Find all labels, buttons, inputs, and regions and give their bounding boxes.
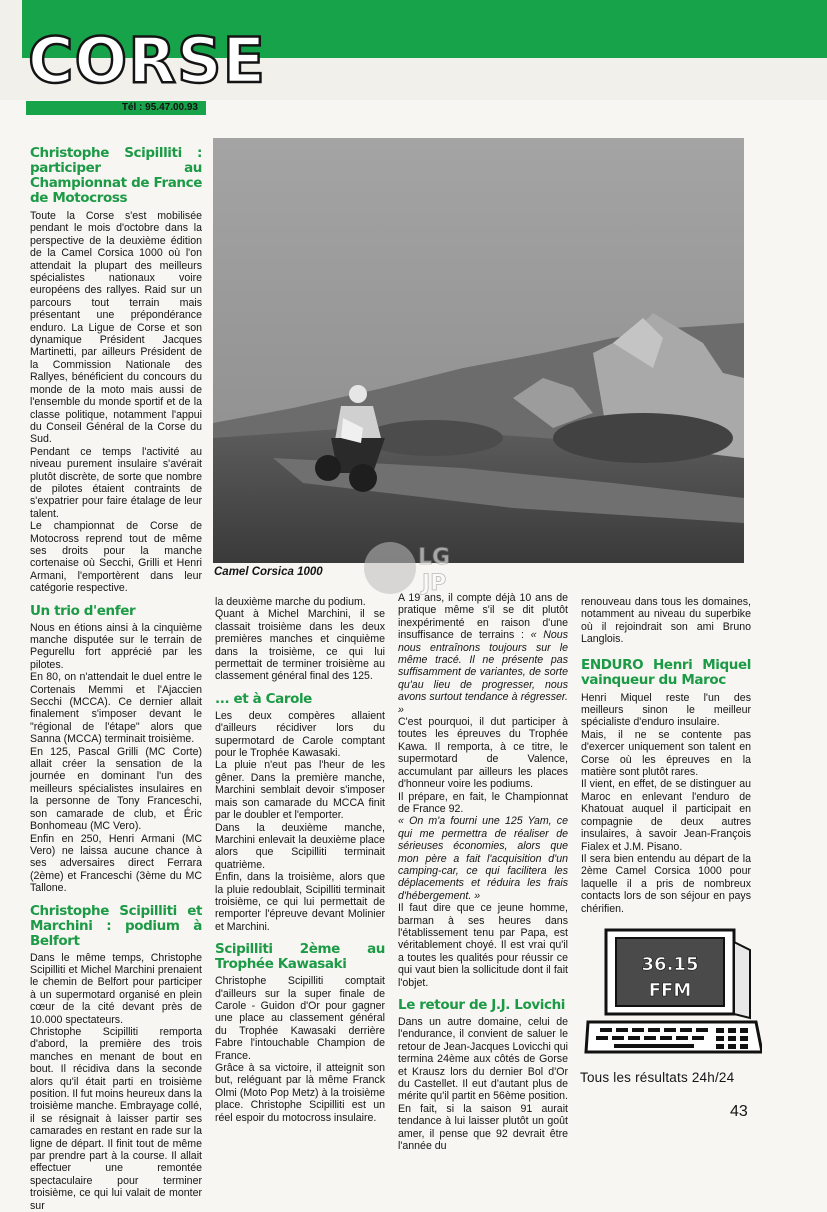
paragraph: Le championnat de Corse de Motocross reprend tout de même ses droits pour la manche cortenaise où Secchi, Grilli et Henri Armani, l'emportèrent dans leur catégorie respective.	[30, 520, 202, 595]
page-number: 43	[730, 1103, 748, 1120]
paragraph: Dans le même temps, Christophe Scipilliti et Michel Marchini prenaient le chemin de Belfort pour participer à un supermotard organisé en plein cœur de la cité devant près de 10.000 spectateurs.	[30, 951, 202, 1026]
paragraph: Il faut dire que ce jeune homme, barman à ses heures dans l'établissement tenu par Papa, est véritablement choyé. Il est vrai qu'il a toutes les qualités pour réussir ce qui vaut bien la sollicitude dont il fait l'objet.	[398, 902, 568, 989]
results-tagline: Tous les résultats 24h/24	[580, 1070, 735, 1085]
paragraph: Il vient, en effet, de se distinguer au Maroc en enlevant l'enduro de Khatouat auquel il participait en compagnie de deux autres insulaires, à savoir Jean-François Fialex et J.M. Pisano.	[581, 778, 751, 853]
paragraph: En 125, Pascal Grilli (MC Corte) allait créer la sensation de la journée en dominant l'un des meilleurs spécialistes insulaires en la personne de Tony Franceschi, son camarade de club, et Éric Bonhomeau (MC Vero).	[30, 745, 202, 833]
column-4	[581, 596, 751, 915]
paragraph: La pluie n'eut pas l'heur de les gêner. Dans la première manche, Marchini semblait devoir s'imposer mais son camarade du MCCA finit par le doubler et l'emporter.	[215, 759, 385, 822]
paragraph: Dans la deuxième manche, Marchini enlevait la deuxième place alors que Scipilliti terminait quatrième.	[215, 821, 385, 871]
heading-belfort: Christophe Scipilliti et Marchini : podium à Belfort	[30, 902, 202, 949]
heading-scipilliti: Christophe Scipilliti : participer au Championnat de France de Motocross	[30, 145, 202, 206]
quote-paragraph: « On m'a fourni une 125 Yam, ce qui me permettra de réaliser de sérieuses économies, alors que mon père a fait l'acquisition d'un camping-car, ce qui facilitera les déplacements et réduira les frais d'hébergement. »	[398, 815, 568, 902]
column-3	[398, 592, 568, 1152]
paragraph: Toute la Corse s'est mobilisée pendant le mois d'octobre dans la perspective de la deuxième édition de la Camel Corsica 1000 où l'on attendait la plupart des meilleurs spécialistes nationaux voire européens des rallyes. Raid sur un parcours tout terrain mais présentant une prépondérance enduro. La Ligue de Corse et son dynamique Président Jacques Martinetti, par ailleurs Président de la Commission Nationale des Rallyes, bénéficient du concours du monde de la moto mais aussi de l'ensemble du monde sportif et de la classe politique, notamment l'appui du Conseil Général de la Corse du Sud.	[30, 210, 202, 446]
heading-carole: ... et à Carole	[215, 690, 312, 707]
paragraph: Enfin en 250, Henri Armani (MC Vero) ne laissa aucune chance à ses adversaires direct Ferrara (2ème) et Franceschi (3ème du MC Tallone.	[30, 832, 202, 895]
svg-text:JP: JP	[422, 571, 447, 596]
paragraph: Christophe Scipilliti comptait d'ailleurs sur la super finale de Carole - Guidon d'Or pour gagner une place au classement général du Trophée Kawasaki derrière Fabre l'intouchable Champion de France.	[215, 975, 385, 1062]
svg-text:FFM: FFM	[648, 980, 692, 1001]
watermark-logo-icon	[362, 534, 462, 600]
column-1	[30, 146, 202, 1212]
motocross-photo	[213, 138, 744, 563]
paragraph: C'est pourquoi, il dut participer à toutes les épreuves du Trophée Kawa. Il remporta, à ce titre, le supermotard de Valence, accumulant par ailleurs les places d'honneur voire les podiums.	[398, 716, 568, 791]
paragraph: Christophe Scipilliti remporta d'abord, la première des trois manches en menant de bout en bout. Il récidiva dans la seconde alors qu'il était parti en troisième position. Il fut moins heureux dans la troisième manche. Embrayage collé, il se résignait à laisser partir ses camarades en restant en rade sur la ligne de départ. Il finit tout de même par prendre part à la course. Il allait effectuer une remontée spectaculaire pour terminer troisième, ce qui lui valait de monter sur	[30, 1025, 202, 1212]
svg-text:36.15: 36.15	[641, 954, 699, 975]
heading-kawasaki: Scipilliti 2ème au Trophée Kawasaki	[215, 941, 385, 973]
paragraph-text: A 19 ans, il compte déjà 10 ans de pratique même s'il se dit plutôt inexpérimenté en raison d'une insuffisance de terrains :	[398, 592, 568, 642]
paragraph: Nous en étions ainsi à la cinquième manche disputée sur le terrain de Pegurellu fort apprécié par les pilotes.	[30, 621, 202, 671]
paragraph: Il sera bien entendu au départ de la 2ème Camel Corsica 1000 pour laquelle il a pris de nombreux contacts lors de son séjour en pays chérifien.	[581, 852, 751, 915]
heading-trio: Un trio d'enfer	[30, 602, 136, 619]
paragraph: Dans un autre domaine, celui de l'endurance, il convient de saluer le retour de Jean-Jacques Lovicchi qui termina 24ème aux côtés de Gorse et Krausz lors du dernier Bol d'Or du Castellet. Il eut d'autant plus de mérite qu'il partit en 56ème position. En fait, si la saison 91 aurait tendance à lui laisser plutôt un goût amer, il pense que 92 devrait être l'année du	[398, 1016, 568, 1153]
section-title: CORSE	[28, 24, 266, 97]
paragraph: En 80, on n'attendait le duel entre le Cortenais Memmi et l'Ajaccien Secchi (MCCA). Ce dernier allait finalement s'imposer devant le "régional de l'étape" alors que Sanna (MCCA) terminait troisième.	[30, 671, 202, 746]
photo-caption: Camel Corsica 1000	[214, 566, 323, 578]
quote-text: « Nous nous entraînons toujours sur le même tracé. Il ne présente pas suffisamment de variantes, de sorte qu'au lieu de progresser, nous avons surtout tendance à régresser. »	[398, 629, 568, 716]
paragraph: Enfin, dans la troisième, alors que la pluie redoublait, Scipilliti terminait troisième, ce qui lui permettait de remporter l'épreuve devant Molinier et Marchini.	[215, 871, 385, 933]
paragraph: renouveau dans tous les domaines, notamment au niveau du superbike où il rejoindrait son ami Bruno Langlois.	[581, 596, 751, 646]
column-2	[215, 596, 385, 1124]
svg-text:LG: LG	[418, 545, 451, 570]
paragraph: Quant à Michel Marchini, il se classait troisième dans les deux premières manches et cinquième dans la troisième, ce qui lui permettait de terminer troisième au classement général final des 125.	[215, 608, 385, 683]
paragraph: Grâce à sa victoire, il atteignit son but, reléguant par là même Franck Olmi (Moto Pop Metz) à la troisième place. Christophe Scipilliti est un réel espoir du motocross insulaire.	[215, 1062, 385, 1124]
heading-enduro: ENDURO Henri Miquel vainqueur du Maroc	[581, 656, 751, 688]
paragraph	[398, 592, 568, 716]
minitel-terminal-icon	[584, 926, 762, 1058]
paragraph: Henri Miquel reste l'un des meilleurs sinon le meilleur spécialiste d'enduro insulaire.	[581, 691, 751, 729]
paragraph: Les deux compères allaient d'ailleurs récidiver lors du supermotard de Carole comptant pour le Trophée Kawasaki.	[215, 709, 385, 760]
phone-number: Tél : 95.47.00.93	[26, 101, 206, 115]
paragraph: Mais, il ne se contente pas d'exercer uniquement son talent en Corse où les épreuves en la matière sont plutôt rares.	[581, 728, 751, 779]
heading-lovichi: Le retour de J.J. Lovichi	[398, 997, 566, 1013]
paragraph: Pendant ce temps l'activité au niveau purement insulaire s'avérait plutôt discrète, de sorte que nombre de pilotes étaient contraints de s'expatrier pour faire étalage de leur talent.	[30, 445, 202, 520]
paragraph: Il prépare, en fait, le Championnat de France 92.	[398, 790, 568, 815]
paragraph: la deuxième marche du podium.	[215, 596, 366, 608]
